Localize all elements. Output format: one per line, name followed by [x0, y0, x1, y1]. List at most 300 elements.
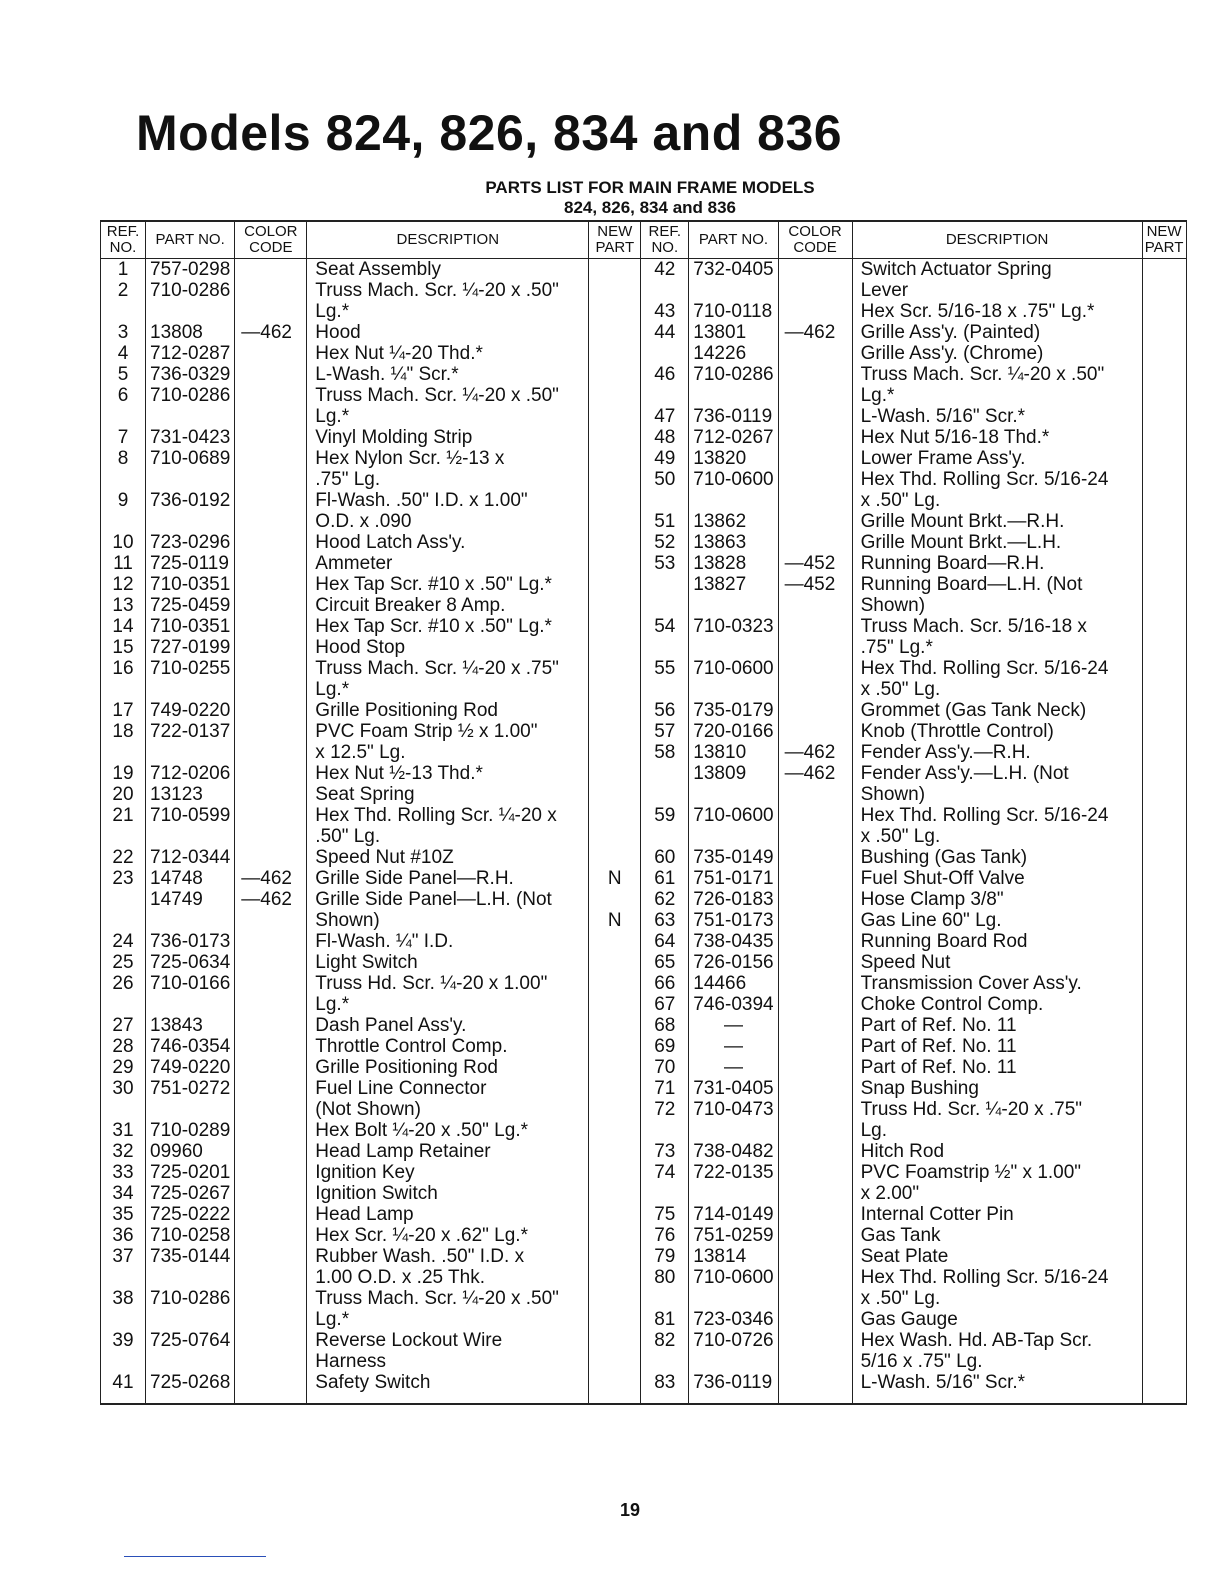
left-new-part-cell: [589, 385, 641, 406]
left-color-code-cell: [235, 994, 307, 1015]
left-color-code-cell: [235, 532, 307, 553]
left-ref-no-cell: 7: [101, 427, 146, 448]
left-ref-no-cell: 9: [101, 490, 146, 511]
parts-list-table: [100, 220, 1187, 1405]
right-color-code-cell: [778, 1078, 852, 1099]
left-color-code-cell: —462: [235, 322, 307, 343]
right-color-code-cell: [778, 910, 852, 931]
left-new-part-cell: [589, 343, 641, 364]
right-color-code-cell: [778, 1288, 852, 1309]
left-color-code-cell: [235, 427, 307, 448]
left-description-cell: Grille Positioning Rod: [307, 700, 589, 721]
left-part-no-cell: 710-0255: [146, 658, 235, 679]
right-part-no-cell: 751-0173: [689, 910, 778, 931]
left-part-no-cell: [146, 1267, 235, 1288]
right-ref-no-cell: 66: [641, 973, 689, 994]
right-description-cell: x 2.00": [852, 1183, 1142, 1204]
table-row: [101, 700, 1187, 721]
right-description-cell: Hex Thd. Rolling Scr. 5/16-24: [852, 658, 1142, 679]
left-new-part-cell: [589, 1183, 641, 1204]
left-part-no-cell: 710-0289: [146, 1120, 235, 1141]
table-row: [101, 1078, 1187, 1099]
header-color-code: COLOR CODE: [235, 221, 307, 259]
left-ref-no-cell: 21: [101, 805, 146, 826]
left-description-cell: L-Wash. ¼" Scr.*: [307, 364, 589, 385]
right-ref-no-cell: 82: [641, 1330, 689, 1351]
left-description-cell: Grille Side Panel—R.H.: [307, 868, 589, 889]
right-ref-no-cell: 69: [641, 1036, 689, 1057]
right-color-code-cell: [778, 889, 852, 910]
right-description-cell: Running Board—R.H.: [852, 553, 1142, 574]
right-part-no-cell: 726-0156: [689, 952, 778, 973]
right-color-code-cell: [778, 385, 852, 406]
left-new-part-cell: [589, 616, 641, 637]
left-ref-no-cell: 29: [101, 1057, 146, 1078]
left-ref-no-cell: 36: [101, 1225, 146, 1246]
left-color-code-cell: [235, 406, 307, 427]
right-part-no-cell: 710-0600: [689, 658, 778, 679]
left-new-part-cell: [589, 1246, 641, 1267]
right-ref-no-cell: 44: [641, 322, 689, 343]
left-ref-no-cell: 28: [101, 1036, 146, 1057]
left-part-no-cell: 725-0764: [146, 1330, 235, 1351]
right-part-no-cell: 751-0171: [689, 868, 778, 889]
right-new-part-cell: [1142, 427, 1186, 448]
left-part-no-cell: 736-0173: [146, 931, 235, 952]
right-ref-no-cell: 70: [641, 1057, 689, 1078]
left-ref-no-cell: 31: [101, 1120, 146, 1141]
right-description-cell: x .50" Lg.: [852, 826, 1142, 847]
right-part-no-cell: 746-0394: [689, 994, 778, 1015]
left-color-code-cell: —462: [235, 889, 307, 910]
right-color-code-cell: [778, 406, 852, 427]
left-description-cell: Head Lamp: [307, 1204, 589, 1225]
right-ref-no-cell: 53: [641, 553, 689, 574]
left-part-no-cell: 14749: [146, 889, 235, 910]
table-row: [101, 826, 1187, 847]
left-part-no-cell: [146, 1351, 235, 1372]
table-row: [101, 637, 1187, 658]
left-color-code-cell: [235, 1246, 307, 1267]
right-ref-no-cell: 47: [641, 406, 689, 427]
left-ref-no-cell: [101, 679, 146, 700]
right-new-part-cell: [1142, 952, 1186, 973]
right-color-code-cell: [778, 259, 852, 281]
left-new-part-cell: [589, 952, 641, 973]
right-new-part-cell: [1142, 679, 1186, 700]
right-part-no-cell: 13814: [689, 1246, 778, 1267]
right-new-part-cell: [1142, 889, 1186, 910]
table-row: [101, 280, 1187, 301]
left-part-no-cell: 712-0344: [146, 847, 235, 868]
left-new-part-cell: [589, 1225, 641, 1246]
right-new-part-cell: [1142, 763, 1186, 784]
left-description-cell: Ignition Key: [307, 1162, 589, 1183]
left-color-code-cell: [235, 595, 307, 616]
right-ref-no-cell: [641, 574, 689, 595]
left-part-no-cell: 09960: [146, 1141, 235, 1162]
left-new-part-cell: [589, 427, 641, 448]
left-color-code-cell: [235, 1141, 307, 1162]
right-color-code-cell: [778, 826, 852, 847]
right-new-part-cell: [1142, 1057, 1186, 1078]
left-description-cell: (Not Shown): [307, 1099, 589, 1120]
right-part-no-cell: 710-0286: [689, 364, 778, 385]
left-new-part-cell: [589, 1330, 641, 1351]
right-color-code-cell: —462: [778, 322, 852, 343]
left-part-no-cell: 725-0268: [146, 1372, 235, 1404]
right-color-code-cell: [778, 280, 852, 301]
right-part-no-cell: —: [689, 1015, 778, 1036]
right-color-code-cell: [778, 1036, 852, 1057]
left-new-part-cell: [589, 826, 641, 847]
right-ref-no-cell: 58: [641, 742, 689, 763]
table-row: [101, 1057, 1187, 1078]
left-new-part-cell: [589, 742, 641, 763]
right-color-code-cell: [778, 784, 852, 805]
right-new-part-cell: [1142, 1183, 1186, 1204]
left-description-cell: Fl-Wash. ¼" I.D.: [307, 931, 589, 952]
right-description-cell: Hex Thd. Rolling Scr. 5/16-24: [852, 805, 1142, 826]
left-color-code-cell: [235, 1036, 307, 1057]
left-description-cell: Reverse Lockout Wire: [307, 1330, 589, 1351]
table-row: [101, 385, 1187, 406]
right-new-part-cell: [1142, 1267, 1186, 1288]
right-part-no-cell: —: [689, 1057, 778, 1078]
right-new-part-cell: [1142, 553, 1186, 574]
right-new-part-cell: [1142, 364, 1186, 385]
left-part-no-cell: 710-0286: [146, 280, 235, 301]
right-part-no-cell: 722-0135: [689, 1162, 778, 1183]
left-ref-no-cell: 26: [101, 973, 146, 994]
right-new-part-cell: [1142, 700, 1186, 721]
left-part-no-cell: 712-0206: [146, 763, 235, 784]
left-color-code-cell: [235, 826, 307, 847]
right-new-part-cell: [1142, 658, 1186, 679]
left-ref-no-cell: [101, 910, 146, 931]
left-part-no-cell: 710-0351: [146, 616, 235, 637]
left-ref-no-cell: 14: [101, 616, 146, 637]
table-row: [101, 784, 1187, 805]
right-description-cell: Grille Mount Brkt.—L.H.: [852, 532, 1142, 553]
right-description-cell: Grommet (Gas Tank Neck): [852, 700, 1142, 721]
left-new-part-cell: [589, 1204, 641, 1225]
left-new-part-cell: [589, 889, 641, 910]
right-new-part-cell: [1142, 1120, 1186, 1141]
table-row: [101, 1141, 1187, 1162]
left-ref-no-cell: 30: [101, 1078, 146, 1099]
right-new-part-cell: [1142, 1246, 1186, 1267]
left-ref-no-cell: [101, 826, 146, 847]
left-part-no-cell: 13123: [146, 784, 235, 805]
left-new-part-cell: [589, 280, 641, 301]
right-color-code-cell: [778, 1372, 852, 1404]
left-color-code-cell: [235, 1351, 307, 1372]
left-part-no-cell: [146, 406, 235, 427]
right-description-cell: Snap Bushing: [852, 1078, 1142, 1099]
right-color-code-cell: [778, 994, 852, 1015]
right-new-part-cell: [1142, 448, 1186, 469]
left-description-cell: Truss Hd. Scr. ¼-20 x 1.00": [307, 973, 589, 994]
right-ref-no-cell: [641, 1351, 689, 1372]
left-color-code-cell: [235, 469, 307, 490]
left-color-code-cell: [235, 511, 307, 532]
left-part-no-cell: 725-0459: [146, 595, 235, 616]
right-ref-no-cell: 51: [641, 511, 689, 532]
left-ref-no-cell: 19: [101, 763, 146, 784]
header-description-2: DESCRIPTION: [852, 221, 1142, 259]
left-ref-no-cell: 38: [101, 1288, 146, 1309]
right-ref-no-cell: [641, 826, 689, 847]
right-description-cell: Transmission Cover Ass'y.: [852, 973, 1142, 994]
table-row: [101, 658, 1187, 679]
right-part-no-cell: 712-0267: [689, 427, 778, 448]
right-description-cell: Running Board Rod: [852, 931, 1142, 952]
left-ref-no-cell: [101, 742, 146, 763]
right-part-no-cell: 731-0405: [689, 1078, 778, 1099]
left-description-cell: Lg.*: [307, 301, 589, 322]
subtitle-line-2: 824, 826, 834 and 836: [563, 198, 737, 217]
left-description-cell: Truss Mach. Scr. ¼-20 x .50": [307, 385, 589, 406]
right-part-no-cell: 13820: [689, 448, 778, 469]
right-description-cell: PVC Foamstrip ½" x 1.00": [852, 1162, 1142, 1183]
right-new-part-cell: [1142, 1225, 1186, 1246]
left-description-cell: Lg.*: [307, 1309, 589, 1330]
left-ref-no-cell: 8: [101, 448, 146, 469]
table-row: [101, 952, 1187, 973]
left-color-code-cell: [235, 616, 307, 637]
right-color-code-cell: [778, 1162, 852, 1183]
left-ref-no-cell: [101, 1267, 146, 1288]
right-ref-no-cell: 60: [641, 847, 689, 868]
left-part-no-cell: 736-0192: [146, 490, 235, 511]
right-ref-no-cell: 56: [641, 700, 689, 721]
left-color-code-cell: [235, 1225, 307, 1246]
left-new-part-cell: [589, 1309, 641, 1330]
left-color-code-cell: [235, 1330, 307, 1351]
header-description: DESCRIPTION: [307, 221, 589, 259]
left-color-code-cell: [235, 1183, 307, 1204]
header-new-part-2: NEW PART: [1142, 221, 1186, 259]
left-new-part-cell: [589, 1162, 641, 1183]
right-new-part-cell: [1142, 259, 1186, 281]
left-description-cell: Truss Mach. Scr. ¼-20 x .50": [307, 280, 589, 301]
left-description-cell: Light Switch: [307, 952, 589, 973]
header-ref-no: REF. NO.: [101, 221, 146, 259]
left-description-cell: Hood Stop: [307, 637, 589, 658]
table-subtitle: [440, 178, 860, 218]
table-row: [101, 553, 1187, 574]
right-color-code-cell: [778, 847, 852, 868]
right-part-no-cell: —: [689, 1036, 778, 1057]
right-description-cell: .75" Lg.*: [852, 637, 1142, 658]
left-ref-no-cell: 10: [101, 532, 146, 553]
right-part-no-cell: 13828: [689, 553, 778, 574]
right-color-code-cell: [778, 469, 852, 490]
right-color-code-cell: [778, 1351, 852, 1372]
left-color-code-cell: [235, 448, 307, 469]
right-color-code-cell: [778, 511, 852, 532]
right-description-cell: Hose Clamp 3/8": [852, 889, 1142, 910]
right-description-cell: Gas Gauge: [852, 1309, 1142, 1330]
right-new-part-cell: [1142, 532, 1186, 553]
left-new-part-cell: [589, 805, 641, 826]
left-new-part-cell: [589, 1057, 641, 1078]
left-ref-no-cell: 35: [101, 1204, 146, 1225]
left-new-part-cell: [589, 784, 641, 805]
right-new-part-cell: [1142, 994, 1186, 1015]
right-description-cell: Hex Nut 5/16-18 Thd.*: [852, 427, 1142, 448]
left-ref-no-cell: 33: [101, 1162, 146, 1183]
table-row: [101, 448, 1187, 469]
right-description-cell: x .50" Lg.: [852, 1288, 1142, 1309]
left-new-part-cell: [589, 322, 641, 343]
left-description-cell: Safety Switch: [307, 1372, 589, 1404]
right-ref-no-cell: [641, 784, 689, 805]
left-ref-no-cell: [101, 301, 146, 322]
right-description-cell: Gas Tank: [852, 1225, 1142, 1246]
left-color-code-cell: [235, 658, 307, 679]
left-color-code-cell: [235, 637, 307, 658]
right-ref-no-cell: 83: [641, 1372, 689, 1404]
right-part-no-cell: [689, 1288, 778, 1309]
left-new-part-cell: [589, 1288, 641, 1309]
right-color-code-cell: [778, 1246, 852, 1267]
right-ref-no-cell: 75: [641, 1204, 689, 1225]
right-color-code-cell: [778, 1267, 852, 1288]
left-part-no-cell: 722-0137: [146, 721, 235, 742]
right-new-part-cell: [1142, 385, 1186, 406]
table-row: [101, 1330, 1187, 1351]
left-description-cell: Seat Assembly: [307, 259, 589, 281]
right-ref-no-cell: 63: [641, 910, 689, 931]
left-part-no-cell: 725-0201: [146, 1162, 235, 1183]
table-row: [101, 1225, 1187, 1246]
right-description-cell: Speed Nut: [852, 952, 1142, 973]
left-description-cell: Hex Scr. ¼-20 x .62" Lg.*: [307, 1225, 589, 1246]
left-color-code-cell: [235, 1099, 307, 1120]
right-color-code-cell: [778, 490, 852, 511]
right-color-code-cell: [778, 1015, 852, 1036]
left-part-no-cell: [146, 742, 235, 763]
left-part-no-cell: 746-0354: [146, 1036, 235, 1057]
right-ref-no-cell: [641, 679, 689, 700]
left-color-code-cell: [235, 952, 307, 973]
left-new-part-cell: [589, 994, 641, 1015]
left-description-cell: Rubber Wash. .50" I.D. x: [307, 1246, 589, 1267]
left-description-cell: Head Lamp Retainer: [307, 1141, 589, 1162]
right-ref-no-cell: [641, 1120, 689, 1141]
right-description-cell: Choke Control Comp.: [852, 994, 1142, 1015]
right-description-cell: Running Board—L.H. (Not: [852, 574, 1142, 595]
left-color-code-cell: [235, 679, 307, 700]
left-new-part-cell: [589, 301, 641, 322]
left-ref-no-cell: [101, 406, 146, 427]
parts-table-body: [101, 259, 1187, 1405]
left-part-no-cell: 710-0258: [146, 1225, 235, 1246]
left-part-no-cell: [146, 1309, 235, 1330]
right-ref-no-cell: [641, 763, 689, 784]
right-ref-no-cell: 62: [641, 889, 689, 910]
left-part-no-cell: 710-0351: [146, 574, 235, 595]
right-color-code-cell: [778, 427, 852, 448]
right-part-no-cell: 751-0259: [689, 1225, 778, 1246]
right-part-no-cell: 710-0726: [689, 1330, 778, 1351]
right-color-code-cell: —462: [778, 742, 852, 763]
right-color-code-cell: [778, 637, 852, 658]
left-new-part-cell: [589, 511, 641, 532]
right-new-part-cell: [1142, 868, 1186, 889]
right-ref-no-cell: [641, 1288, 689, 1309]
right-new-part-cell: [1142, 301, 1186, 322]
left-ref-no-cell: 25: [101, 952, 146, 973]
right-part-no-cell: [689, 595, 778, 616]
right-ref-no-cell: [641, 637, 689, 658]
right-new-part-cell: [1142, 1078, 1186, 1099]
left-color-code-cell: [235, 973, 307, 994]
right-color-code-cell: [778, 1225, 852, 1246]
left-new-part-cell: [589, 553, 641, 574]
right-description-cell: Grille Ass'y. (Chrome): [852, 343, 1142, 364]
left-new-part-cell: [589, 1099, 641, 1120]
right-color-code-cell: [778, 1330, 852, 1351]
table-row: [101, 1204, 1187, 1225]
right-part-no-cell: 13827: [689, 574, 778, 595]
left-new-part-cell: [589, 679, 641, 700]
left-part-no-cell: [146, 826, 235, 847]
right-ref-no-cell: [641, 385, 689, 406]
table-row: [101, 763, 1187, 784]
left-description-cell: Lg.*: [307, 406, 589, 427]
left-description-cell: Hex Tap Scr. #10 x .50" Lg.*: [307, 616, 589, 637]
left-new-part-cell: [589, 1036, 641, 1057]
left-part-no-cell: 712-0287: [146, 343, 235, 364]
table-row: [101, 868, 1187, 889]
right-new-part-cell: [1142, 406, 1186, 427]
left-part-no-cell: 751-0272: [146, 1078, 235, 1099]
left-description-cell: Truss Mach. Scr. ¼-20 x .50": [307, 1288, 589, 1309]
left-new-part-cell: [589, 490, 641, 511]
right-description-cell: Hex Thd. Rolling Scr. 5/16-24: [852, 1267, 1142, 1288]
right-new-part-cell: [1142, 595, 1186, 616]
right-ref-no-cell: 73: [641, 1141, 689, 1162]
table-row: [101, 1372, 1187, 1404]
left-color-code-cell: —462: [235, 868, 307, 889]
right-new-part-cell: [1142, 973, 1186, 994]
right-color-code-cell: [778, 1141, 852, 1162]
left-ref-no-cell: 17: [101, 700, 146, 721]
left-color-code-cell: [235, 721, 307, 742]
left-description-cell: Dash Panel Ass'y.: [307, 1015, 589, 1036]
left-part-no-cell: 710-0689: [146, 448, 235, 469]
left-ref-no-cell: [101, 1099, 146, 1120]
right-part-no-cell: 13801: [689, 322, 778, 343]
right-part-no-cell: [689, 784, 778, 805]
table-row: [101, 322, 1187, 343]
left-color-code-cell: [235, 490, 307, 511]
right-color-code-cell: [778, 700, 852, 721]
table-row: [101, 1288, 1187, 1309]
right-new-part-cell: [1142, 931, 1186, 952]
table-row: [101, 1036, 1187, 1057]
right-description-cell: Lg.: [852, 1120, 1142, 1141]
left-new-part-cell: [589, 1015, 641, 1036]
left-ref-no-cell: 15: [101, 637, 146, 658]
right-ref-no-cell: 67: [641, 994, 689, 1015]
header-new-part: NEW PART: [589, 221, 641, 259]
table-row: [101, 406, 1187, 427]
left-color-code-cell: [235, 553, 307, 574]
